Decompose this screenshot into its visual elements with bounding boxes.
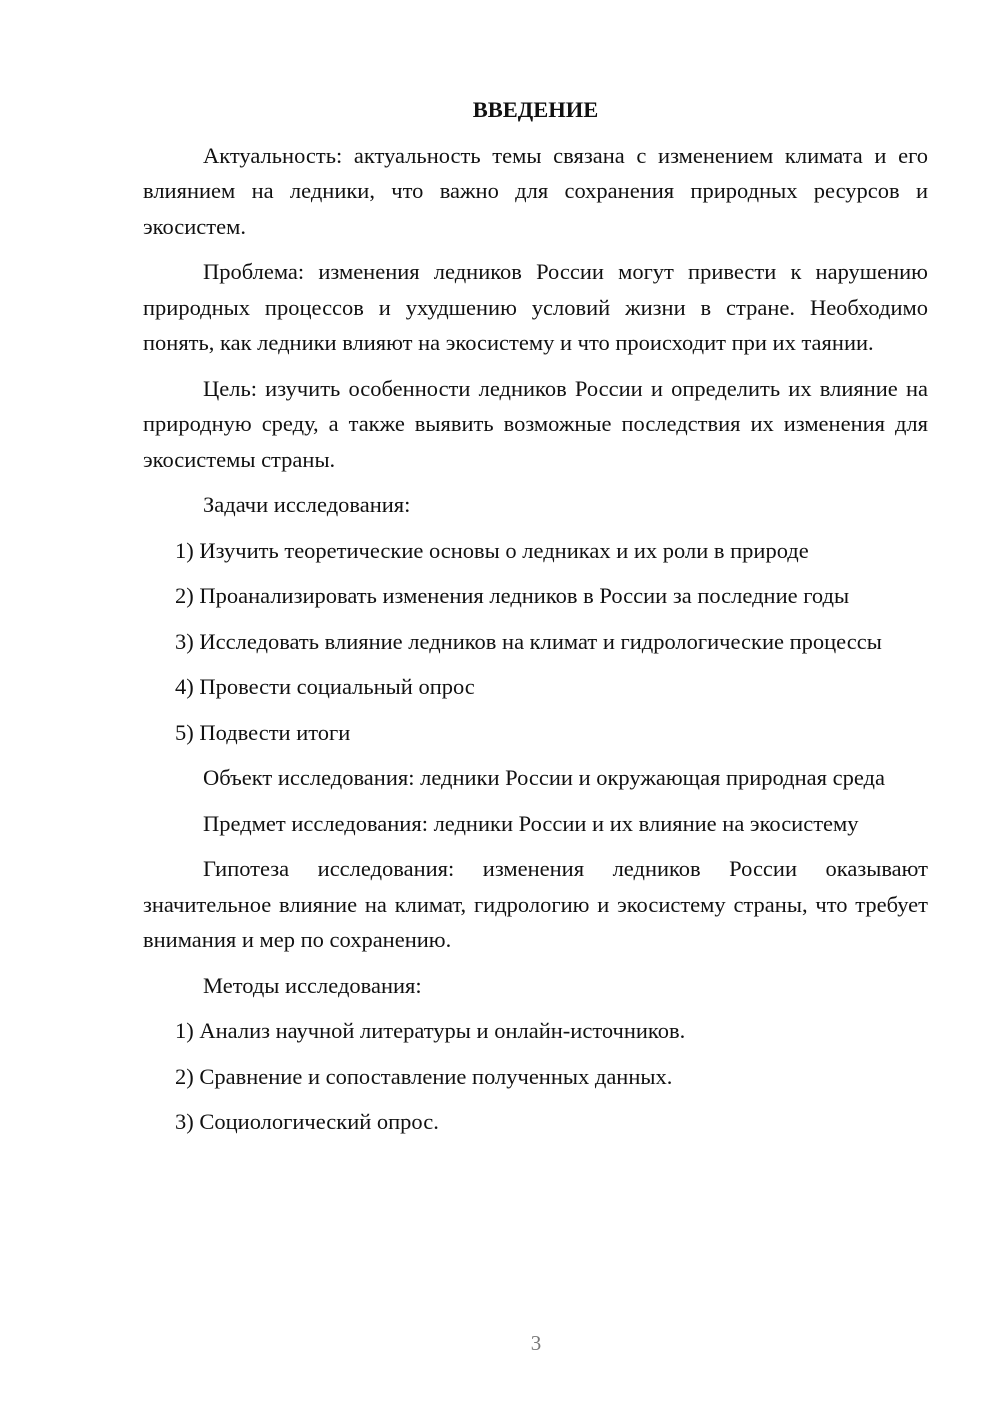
page-title: ВВЕДЕНИЕ bbox=[472, 97, 599, 122]
method-item: 1) Анализ научной литературы и онлайн-источников. bbox=[175, 1018, 686, 1043]
task-item: 1) Изучить теоретические основы о ледниках и их роли в природе bbox=[175, 537, 809, 563]
relevance-paragraph: Актуальность: актуальность темы связана с изменением климата и его влиянием на ледники, что важно для сохранения природных ресурсов и экосистем. bbox=[143, 142, 928, 239]
method-item: 2) Сравнение и сопоставление полученных данных. bbox=[175, 1063, 673, 1089]
goal-paragraph: Цель: изучить особенности ледников России и определить их влияние на природную среду, а также выявить возможные последствия их изменения для экосистемы страны. bbox=[143, 375, 928, 472]
methods-heading: Методы исследования: bbox=[203, 972, 422, 998]
hypothesis-paragraph: Гипотеза исследования: изменения ледников России оказывают значительное влияние на климат, гидрологию и экосистему страны, что требует внимания и мер по сохранению. bbox=[143, 856, 928, 952]
method-item: 3) Социологический опрос. bbox=[175, 1109, 439, 1134]
subject-paragraph: Предмет исследования: ледники России и их влияние на экосистему bbox=[203, 810, 859, 836]
task-item: 3) Исследовать влияние ледников на климат и гидрологические процессы bbox=[175, 628, 882, 654]
problem-paragraph: Проблема: изменения ледников России могут привести к нарушению природных процессов и ухудшению условий жизни в стране. Необходимо понять, как ледники влияют на экосистему и что происходит при их таянии. bbox=[143, 259, 928, 355]
task-item: 4) Провести социальный опрос bbox=[175, 674, 475, 699]
tasks-heading: Задачи исследования: bbox=[203, 492, 411, 517]
task-item: 2) Проанализировать изменения ледников в России за последние годы bbox=[175, 583, 850, 608]
object-paragraph: Объект исследования: ледники России и окружающая природная среда bbox=[203, 765, 885, 790]
page-number: 3 bbox=[530, 1331, 542, 1355]
page-content bbox=[143, 92, 928, 1150]
task-item: 5) Подвести итоги bbox=[175, 719, 351, 745]
